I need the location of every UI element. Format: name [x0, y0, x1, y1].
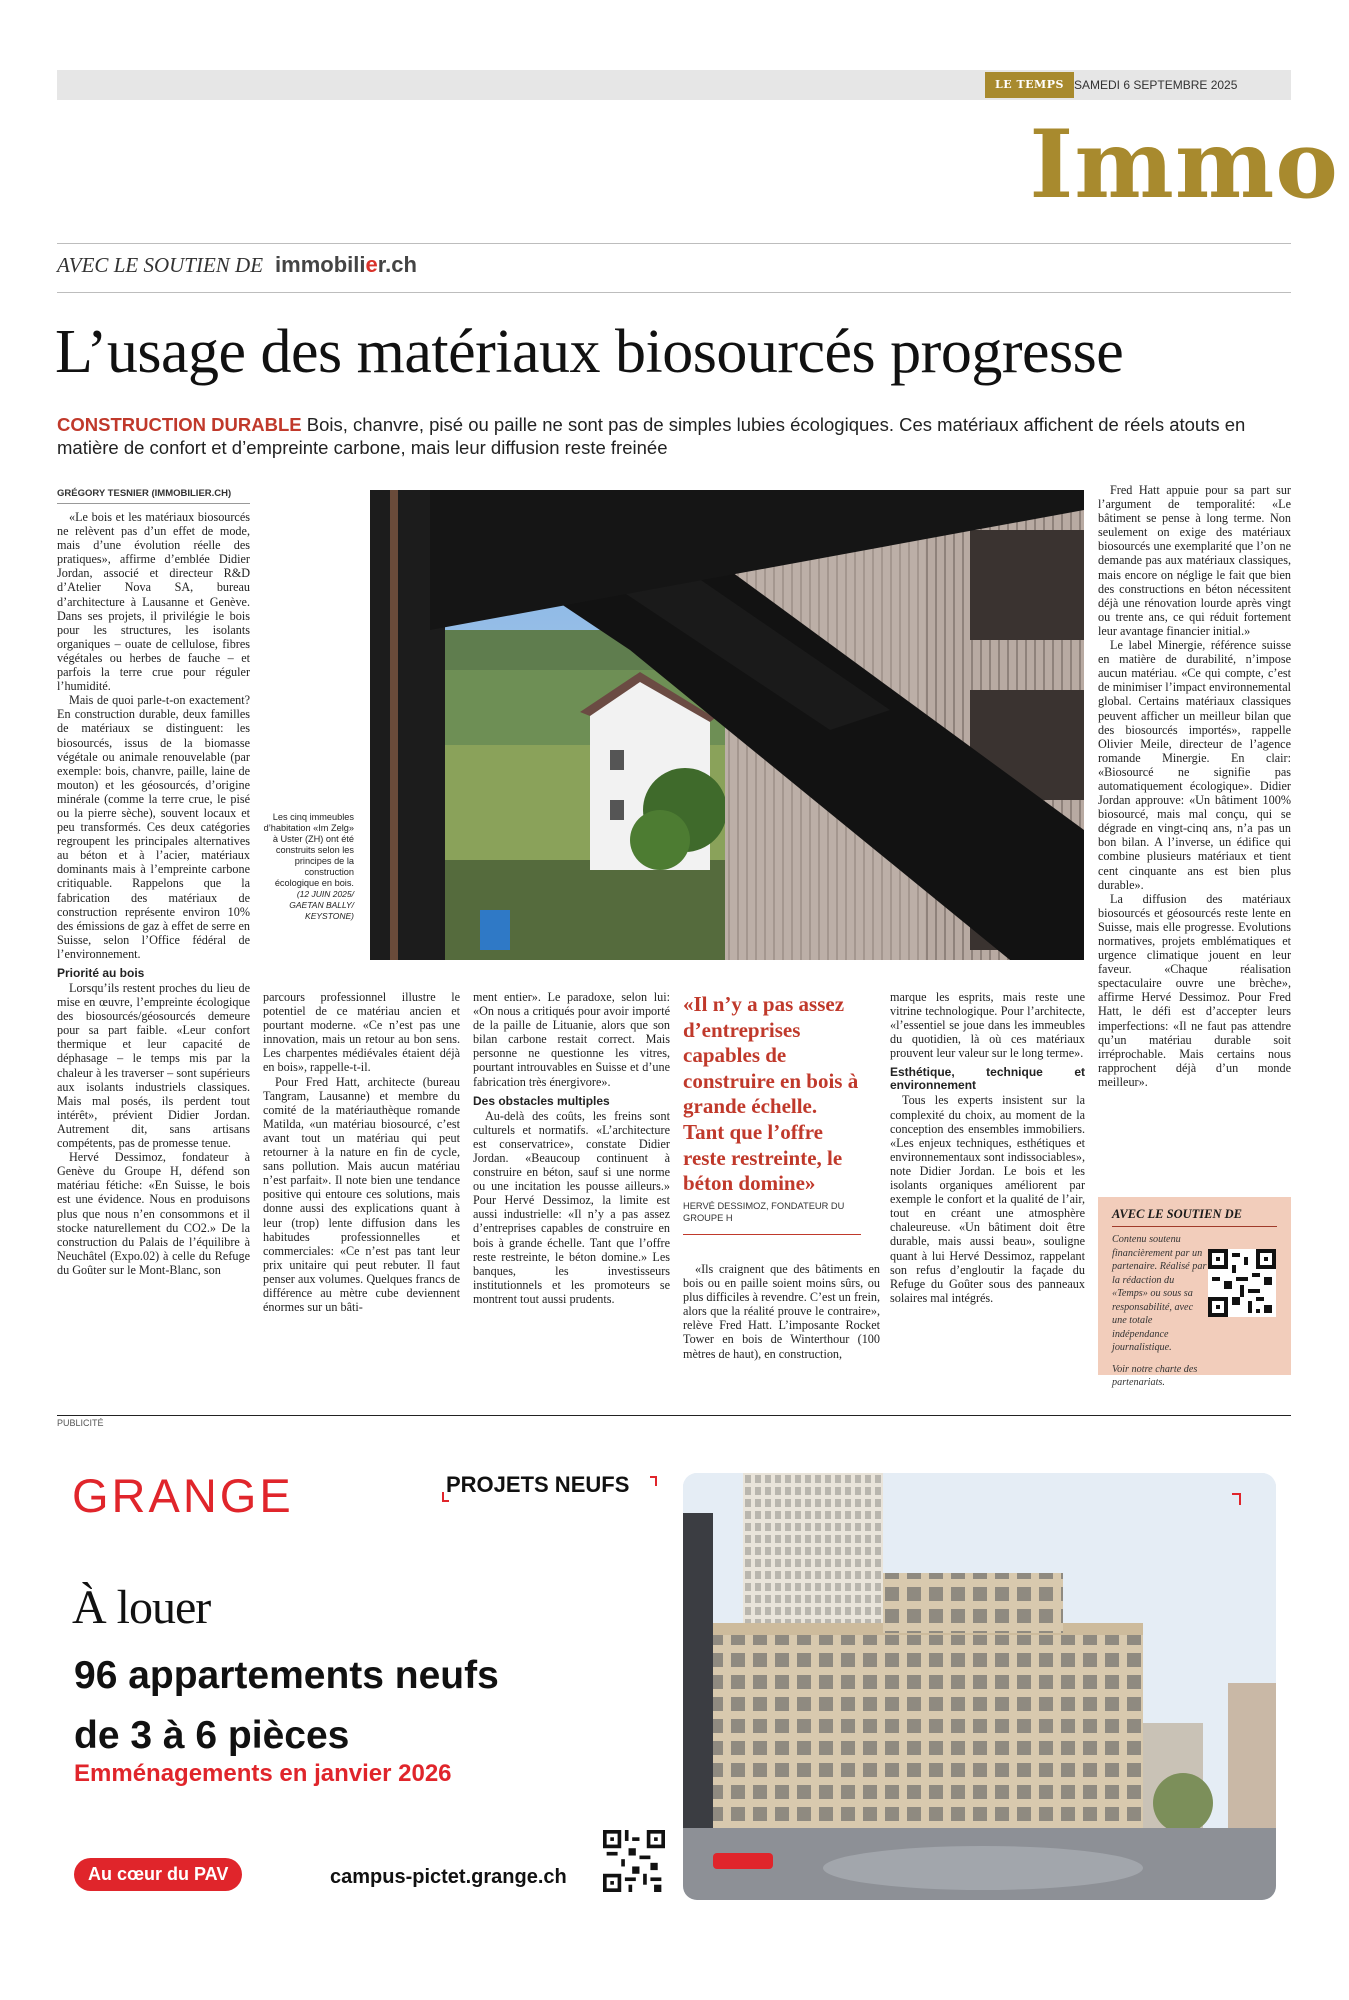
sponsor-label: AVEC LE SOUTIEN DE [57, 252, 264, 277]
divider [57, 292, 1291, 293]
byline: GRÉGORY TESNIER (IMMOBILIER.CH) [57, 488, 250, 504]
support-box-title: AVEC LE SOUTIEN DE [1112, 1207, 1277, 1227]
ad-url[interactable]: campus-pictet.grange.ch [330, 1866, 567, 1888]
photo-caption: Les cinq immeubles d’habitation «Im Zelg» à Uster (ZH) ont été construits selon les principes de la construction écologique en bois. (12 JUIN 2025/ GAETAN BALLY/ KEYSTONE) [263, 812, 354, 921]
article-column-2: parcours professionnel illustre le potentiel de ce matériau ancien et pourtant moderne. «Ce n’est pas une innovation, mais un retour au bon sens. Les charpentes médiévales étaient déjà en bois», rappelle-t-il. Pour Fred Hatt, architecte (bureau Tangram, Lausanne) et membre du comité de la matériauthèque romande Matilda, «un matériau biosourcé, c’est avant tout un matériau qui peut retourner à la nature en fin de cycle, sans pollution. Mais aucun matériau n’est parfait». Il note bien une tendance positive qui entoure ces solutions, mais donne aussi des explications quant à leur (trop) lente diffusion dans les habitudes professionnelles et commerciales: «Ce n’est pas tant leur prix unitaire qui peut rebuter. Il faut penser aux volumes. Quelques francs de différence au mètre cube deviennent énormes sur un bâti- [263, 990, 460, 1315]
subhead: Des obstacles multiples [473, 1093, 610, 1108]
article-column-3: ment entier». Le paradoxe, selon lui: «On nous a critiqués pour avoir importé de la paille de Lituanie, alors que son bilan carbone restait correct. Mais personne ne questionne les vitres, pourtant introuvables en Suisse et d’une fabrication très énergivore». Des obstacles multiples Au-delà des coûts, les freins sont culturels et normatifs. «L’architecture est conservatrice», constate Didier Jordan. «Beaucoup continuent à construire en béton, sauf si une norme ou une incitation les pousse ailleurs.» Pour Hervé Dessimoz, la limite est aussi industrielle: «Il n’y a pas assez d’entreprises capables de construire en bois à grande échelle. Tant que l’offre reste restreinte, le béton domine.» Les banques, les investisseurs institutionnels et les promoteurs se montrent tout aussi prudents. [473, 990, 670, 1306]
pull-quote: «Il n’y a pas assez d’entreprises capables de construire en bois à grande échelle. Tant que l’offre reste restreinte, le béton domine» [683, 992, 859, 1196]
article-photo [370, 490, 1084, 960]
article-column-4: «Ils craignent que des bâtiments en bois ou en paille soient moins sûrs, ou plus difficiles à revendre. C’est un frein, alors que la réalité prouve le contraire», relève Fred Hatt. L’imposante Rocket Tower en bois de Winterthour (100 mètres de haut), en construction, [683, 1262, 880, 1361]
ad-building-rendering [683, 1473, 1276, 1900]
support-box-text: Contenu soutenu financièrement par un partenaire. Réalisé par la rédaction du «Temps» ou sous sa responsabilité, avec une totale indépendance journalistique. [1112, 1234, 1207, 1353]
headline: L’usage des matériaux biosourcés progresse [55, 318, 1124, 386]
pull-quote-source: HERVÉ DESSIMOZ, FONDATEUR DU GROUPE H [683, 1201, 861, 1235]
publicite-label: PUBLICITÉ [57, 1418, 104, 1428]
grange-logo[interactable]: GRANGE [72, 1469, 294, 1522]
projets-neufs-tag: PROJETS NEUFS [446, 1472, 630, 1497]
ad-apartments: 96 appartements neufs de 3 à 6 pièces [74, 1654, 499, 1758]
kicker: CONSTRUCTION DURABLE [57, 414, 302, 435]
article-column-1: «Le bois et les matériaux biosourcés ne relèvent pas d’un effet de mode, mais d’une évolution réelle des pratiques», affirme d’emblée Didier Jordan, associé et directeur R&D d’Atelier Nova SA, bureau d’architecture à Lausanne et Genève. Dans ses projets, il privilégie le bois pour les structures, les isolants organiques – ouate de cellulose, fibres végétales ou herbes de fauche – et parfois la terre crue pour réguler l’humidité. Mais de quoi parle-t-on exactement? En construction durable, deux familles de matériaux se distinguent: les biosourcés, issus de la biomasse végétale ou animale renouvelable (par exemple: bois, chanvre, paille, laine de mouton) et les géosourcés, d’origine minérale (comme la terre crue, le pisé ou la pierre sèche), souvent locaux et peu transformés. Ces deux catégories regroupent les principales alternatives au béton et à l’acier, matériaux dominants mais à l’empreinte carbone critiquable. Rappelons que la fabrication des matériaux de construction représente environ 10% des émissions de gaz à effet de serre en Suisse, selon l’Office fédéral de l’environnement. Priorité au bois Lorsqu’ils restent proches du lieu de mise en œuvre, l’empreinte écologique des biosourcés/géosourcés demeure pour sa part faible. «Leur confort thermique et leur capacité de déphasage – le temps mis par la chaleur à les traverser – sont supérieurs aux isolants industriels classiques. Mais mal posés, ils perdent tout intérêt», prévient Didier Jordan. Autrement dit, sans artisans compétents, pas de promesse tenue. Hervé Dessimoz, fondateur à Genève du Groupe H, défend son matériau fétiche: «En Suisse, le bois est une évidence. Nous en produisons plus que nous n’en consommons et il stocke naturellement du CO2.» De la construction du Palais de l’équilibre à Neuchâtel (Expo.02) à celle du Refuge du Goûter sur le Mont-Blanc, son [57, 510, 250, 1277]
divider [57, 1415, 1291, 1416]
article-column-6: Fred Hatt appuie pour sa part sur l’argument de temporalité: «Le bâtiment se pense à long terme. Non seulement on exige des matériaux biosourcés une exemplarité que l’on ne demande pas aux matériaux classiques, mais encore on néglige le fait que bien des constructions en béton nécessitent déjà une rénovation lourde après vingt ou trente ans, ce qui réduit fortement leur avantage financier initial.» Le label Minergie, référence suisse en matière de durabilité, n’impose aucun matériau. «Ce qui compte, c’est de minimiser l’impact environnemental global. Certains matériaux classiques peuvent afficher un meilleur bilan que des biosourcés importés», rappelle Olivier Meile, directeur de l’agence romande Minergie. En clair: «Biosourcé ne signifie pas automatiquement écologique». Didier Jordan approuve: «Un bâtiment 100% biosourcé, mais mal conçu, qui se dégrade en vingt-cinq ans, n’a pas un bon bilan. A l’inverse, un édifice qui combine plusieurs matériaux et tient cent cinquante ans est bien plus durable». La diffusion des matériaux biosourcés et géosourcés reste lente en Suisse, mais elle progresse. Evolutions normatives, projets emblématiques et urgence climatique jouent en leur faveur. «Chaque réalisation spectaculaire ouvre une brèche», affirme Hervé Dessimoz. Pour Fred Hatt, le défi est d’accepter leurs imperfections: «Il ne faut pas attendre qu’un matériau durable soit irréprochable. Mais certains nous rapprochent déjà d’un monde meilleur». [1098, 483, 1291, 1089]
ad-qr-code-icon[interactable] [603, 1830, 665, 1892]
subhead: Priorité au bois [57, 966, 145, 980]
ad-pav-badge: Au cœur du PAV [74, 1858, 242, 1891]
deck: CONSTRUCTION DURABLE Bois, chanvre, pisé ou paille ne sont pas de simples lubies écologiques. Ces matériaux affichent de réels atouts en matière de confort et d’empreinte carbone, mais leur diffusion reste freinée [57, 414, 1246, 459]
sponsor-logo[interactable]: immobilier.ch [275, 252, 417, 277]
section-title: Immo [1029, 110, 1339, 220]
brand-logo[interactable]: LE TEMPS [985, 72, 1074, 98]
ad-a-louer: À louer [72, 1581, 211, 1634]
divider [57, 243, 1291, 244]
support-box [1098, 1197, 1291, 1388]
article-column-5: marque les esprits, mais reste une vitrine technologique. Pour l’architecte, «l’essentiel se joue dans les immeubles du quotidien, là où ces matériaux prouvent leur valeur sur le long terme». Esthétique, technique et environnement Tous les experts insistent sur la complexité du choix, au moment de la conception des ensembles immobiliers. «Les enjeux techniques, esthétiques et environnementaux sont indissociables», note Didier Jordan. Le bois et les isolants organiques améliorent par exemple le confort et la qualité de l’air, tout en créant une atmosphère chaleureuse. «Un bâtiment doit être durable, mais aussi beau», souligne quant à lui Hervé Dessimoz, rappelant son refus d’engloutir la façade du Refuge du Goûter sous des panneaux solaires mal intégrés. [890, 990, 1085, 1305]
bracket-icon [650, 1476, 657, 1486]
qr-code-icon[interactable] [1208, 1249, 1276, 1317]
photo-credit: (12 JUIN 2025/ GAETAN BALLY/ KEYSTONE) [289, 889, 354, 921]
sponsor-line [57, 252, 417, 278]
building-rendering-image [683, 1473, 1276, 1900]
issue-date: SAMEDI 6 SEPTEMBRE 2025 [1074, 78, 1238, 92]
ad-move-in: Emménagements en janvier 2026 [74, 1760, 452, 1787]
building-photo-image [370, 490, 1084, 960]
subhead: Esthétique, technique et environnement [890, 1065, 1085, 1093]
bracket-icon [1232, 1493, 1241, 1505]
partner-charter-link[interactable]: Voir notre charte des partenariats. [1112, 1363, 1198, 1388]
